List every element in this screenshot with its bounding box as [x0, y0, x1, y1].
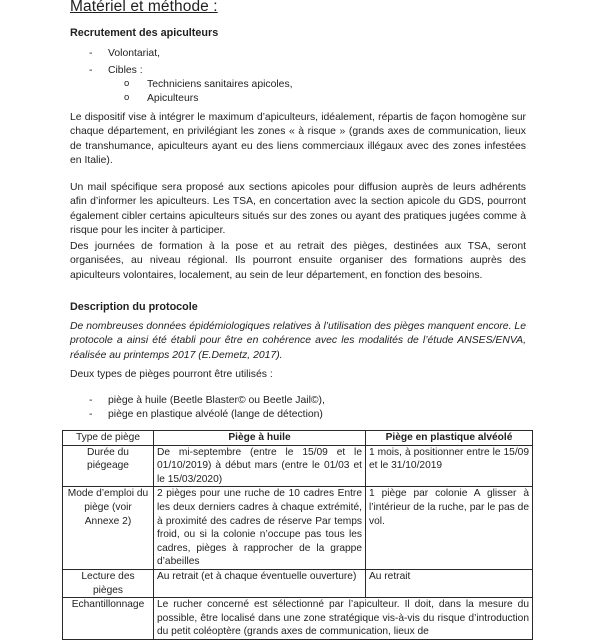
list-item: - Cibles :: [89, 64, 160, 78]
table-row: [63, 487, 533, 570]
table-header: Piège en plastique alvéolé: [366, 431, 533, 446]
table-cell: Au retrait: [366, 569, 533, 597]
table-cell: 2 pièges pour une ruche de 10 cadres Entre les deux derniers cadres à chaque extrémité, à proximité des cadres de réserve Par temps froid, ou si la colonie n’occupe pas tous les cadres, pièges à rapprocher de la grappe d’abeilles: [154, 487, 366, 570]
table-cell: 1 piège par colonie A glisser à l’intérieur de la ruche, par le pas de vol.: [366, 487, 533, 570]
paragraph-formation: Des journées de formation à la pose et au retrait des pièges, destinées aux TSA, seront organisées, au niveau régional. Ils pourront ensuite organiser des formations auprès des apiculteurs volontaires, localement, au sein de leur département, en fonction des besoins.: [70, 241, 526, 281]
protocol-title: Description du protocole: [70, 301, 198, 313]
list-item: o Techniciens sanitaires apicoles,: [124, 78, 293, 92]
table-row: [63, 569, 533, 597]
paragraph-dispositif: Le dispositif vise à intégrer le maximum d’apiculteurs, idéalement, répartis de façon homogène sur chaque département, en privilégiant les zones « à risque » (grands axes de communication, lieux de transhumance, apiculteurs ayant eu des liens commerciaux illégaux avec des zones infestées en Italie).: [70, 112, 526, 167]
table-cell: Durée du piégeage: [63, 445, 154, 487]
table-row: [63, 445, 533, 487]
targets-sublist: [124, 78, 293, 107]
table-header: Type de piège: [63, 431, 154, 446]
table-cell: Lecture des pièges: [63, 569, 154, 597]
list-item: - piège en plastique alvéolé (lange de détection): [89, 408, 325, 422]
table-header-row: [63, 431, 533, 446]
table-cell: 1 mois, à positionner entre le 15/09 et le 31/10/2019: [366, 445, 533, 487]
table-cell: Au retrait (et à chaque éventuelle ouverture): [154, 569, 366, 597]
list-item: - Volontariat,: [89, 47, 160, 61]
traps-table: [62, 430, 533, 640]
table-cell: Echantillonnage: [63, 598, 154, 640]
list-item: - piège à huile (Beetle Blaster© ou Beetle Jail©),: [89, 394, 325, 408]
section-heading: Matériel et méthode :: [70, 0, 218, 15]
recruitment-title: Recrutement des apiculteurs: [70, 27, 219, 39]
table-cell: De mi-septembre (entre le 15/09 et le 01/10/2019) à début mars (entre le 01/03 et le 15/03/2020): [154, 445, 366, 487]
list-item: o Apiculteurs: [124, 92, 293, 106]
protocol-italic-text: De nombreuses données épidémiologiques relatives à l’utilisation des pièges manquent encore. Le protocole a ainsi été établi pour être en cohérence avec les modalités de l’étude ANSES/ENVA, réalisée au printemps 2017 (E.Demetz, 2017).: [70, 321, 526, 361]
paragraph-mail: Un mail spécifique sera proposé aux sections apicoles pour diffusion auprès de leurs adhérents afin d’informer les apiculteurs. Les TSA, en concertation avec la section apicole du GDS, pourront également cibler certains apiculteurs situés sur des zones ou ayant des pratiques jugées comme à risque pour les inciter à participer.: [70, 182, 526, 237]
recruitment-list: [89, 47, 160, 79]
table-cell: Mode d’emploi du piège (voir Annexe 2): [63, 487, 154, 570]
table-header: Piège à huile: [154, 431, 366, 446]
table-row: [63, 598, 533, 640]
traps-intro: Deux types de pièges pourront être utilisés :: [70, 369, 273, 380]
table-cell: Le rucher concerné est sélectionné par l’apiculteur. Il doit, dans la mesure du possible, être localisé dans une zone stratégique vis-à-vis du risque d’introduction du petit coléoptère (grands axes de communication, lieux de: [154, 598, 533, 640]
traps-list: [89, 394, 325, 423]
